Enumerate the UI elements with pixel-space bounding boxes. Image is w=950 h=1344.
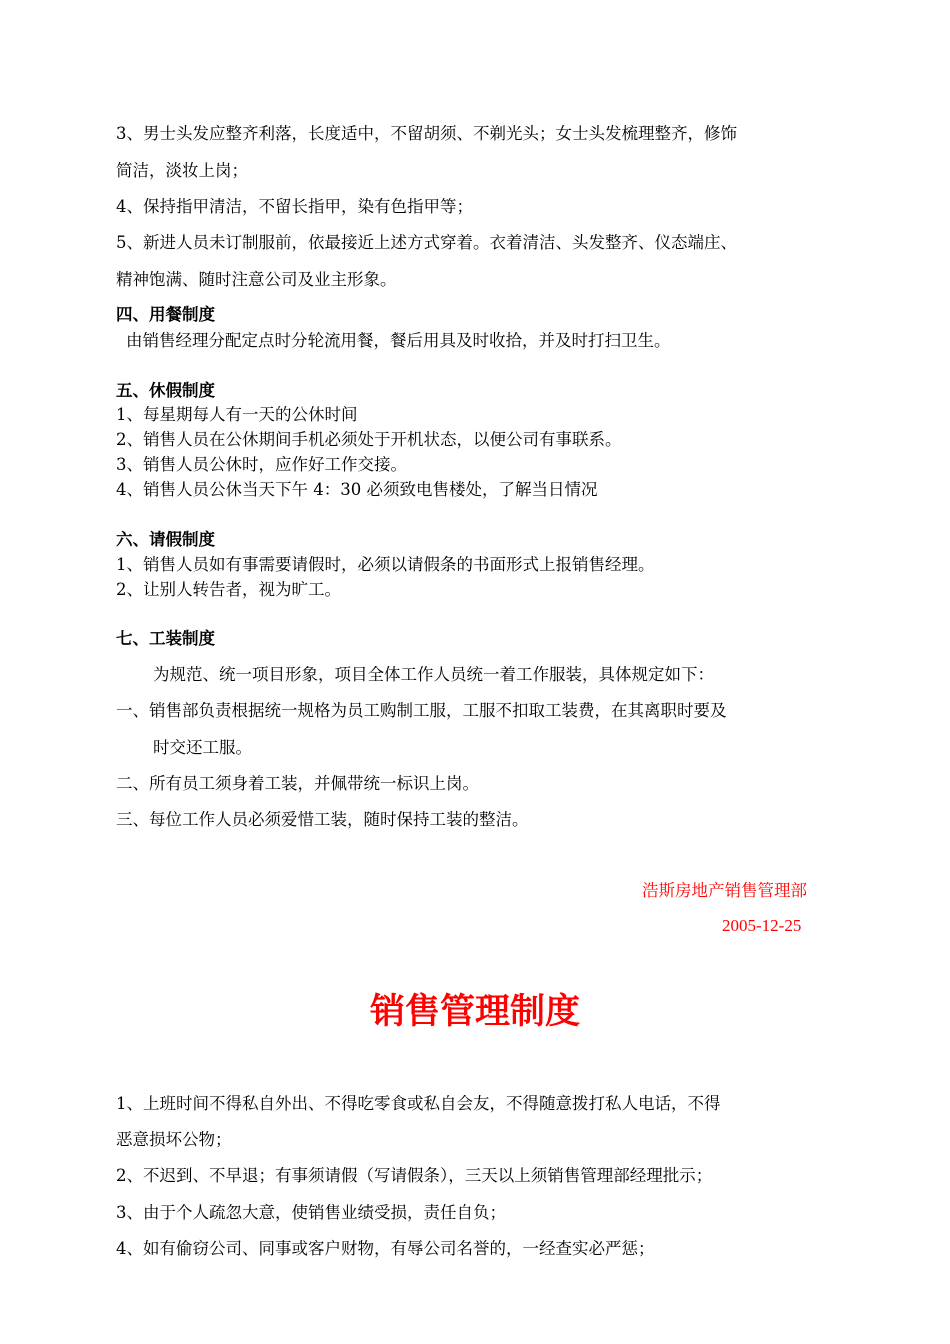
- uniform-heading: 七、工装制度: [116, 629, 215, 648]
- signature-date: 2005-12-25: [722, 916, 802, 935]
- dress-item-5-line-2: 精神饱满、随时注意公司及业主形象。: [116, 270, 397, 289]
- vacation-item-4: 4、销售人员公休当天下午 4：30 必须致电售楼处，了解当日情况: [116, 480, 598, 499]
- uniform-intro: 为规范、统一项目形象，项目全体工作人员统一着工作服装，具体规定如下：: [153, 665, 714, 684]
- sales-rule-4: 4、如有偷窃公司、同事或客户财物，有辱公司名誉的，一经查实必严惩；: [116, 1239, 655, 1258]
- dress-item-3-line-1: 3、男士头发应整齐利落，长度适中，不留胡须、不剃光头；女士头发梳理整齐，修饰: [116, 124, 737, 143]
- dress-item-3-line-2: 简洁，淡妆上岗；: [116, 161, 248, 180]
- sales-rule-1-line-1: 1、上班时间不得私自外出、不得吃零食或私自会友，不得随意拨打私人电话，不得: [116, 1094, 721, 1113]
- uniform-item-3: 三、每位工作人员必须爱惜工装，随时保持工装的整洁。: [116, 810, 529, 829]
- leave-heading: 六、请假制度: [116, 530, 215, 549]
- uniform-item-2: 二、所有员工须身着工装，并佩带统一标识上岗。: [116, 774, 479, 793]
- sales-rule-1-line-2: 恶意损坏公物；: [116, 1130, 232, 1149]
- signature-department: 浩斯房地产销售管理部: [642, 881, 807, 900]
- vacation-item-1: 1、每星期每人有一天的公休时间: [116, 405, 358, 424]
- vacation-heading: 五、休假制度: [116, 381, 215, 400]
- vacation-item-3: 3、销售人员公休时，应作好工作交接。: [116, 455, 407, 474]
- sales-rule-2: 2、不迟到、不早退；有事须请假（写请假条），三天以上须销售管理部经理批示；: [116, 1166, 713, 1185]
- vacation-item-2: 2、销售人员在公休期间手机必须处于开机状态，以便公司有事联系。: [116, 430, 622, 449]
- uniform-item-1-line-1: 一、销售部负责根据统一规格为员工购制工服，工服不扣取工装费，在其离职时要及: [116, 701, 727, 720]
- sales-rule-3: 3、由于个人疏忽大意，使销售业绩受损，责任自负；: [116, 1203, 506, 1222]
- meal-text: 由销售经理分配定点时分轮流用餐，餐后用具及时收拾，并及时打扫卫生。: [126, 331, 671, 350]
- meal-heading: 四、用餐制度: [116, 305, 215, 324]
- leave-item-1: 1、销售人员如有事需要请假时，必须以请假条的书面形式上报销售经理。: [116, 555, 655, 574]
- dress-item-4: 4、保持指甲清洁，不留长指甲，染有色指甲等；: [116, 197, 473, 216]
- sales-rules-title: 销售管理制度: [369, 992, 580, 1032]
- leave-item-2: 2、让别人转告者，视为旷工。: [116, 580, 341, 599]
- uniform-item-1-line-2: 时交还工服。: [153, 738, 252, 757]
- dress-item-5-line-1: 5、新进人员未订制服前，依最接近上述方式穿着。衣着清洁、头发整齐、仪态端庄、: [116, 233, 737, 252]
